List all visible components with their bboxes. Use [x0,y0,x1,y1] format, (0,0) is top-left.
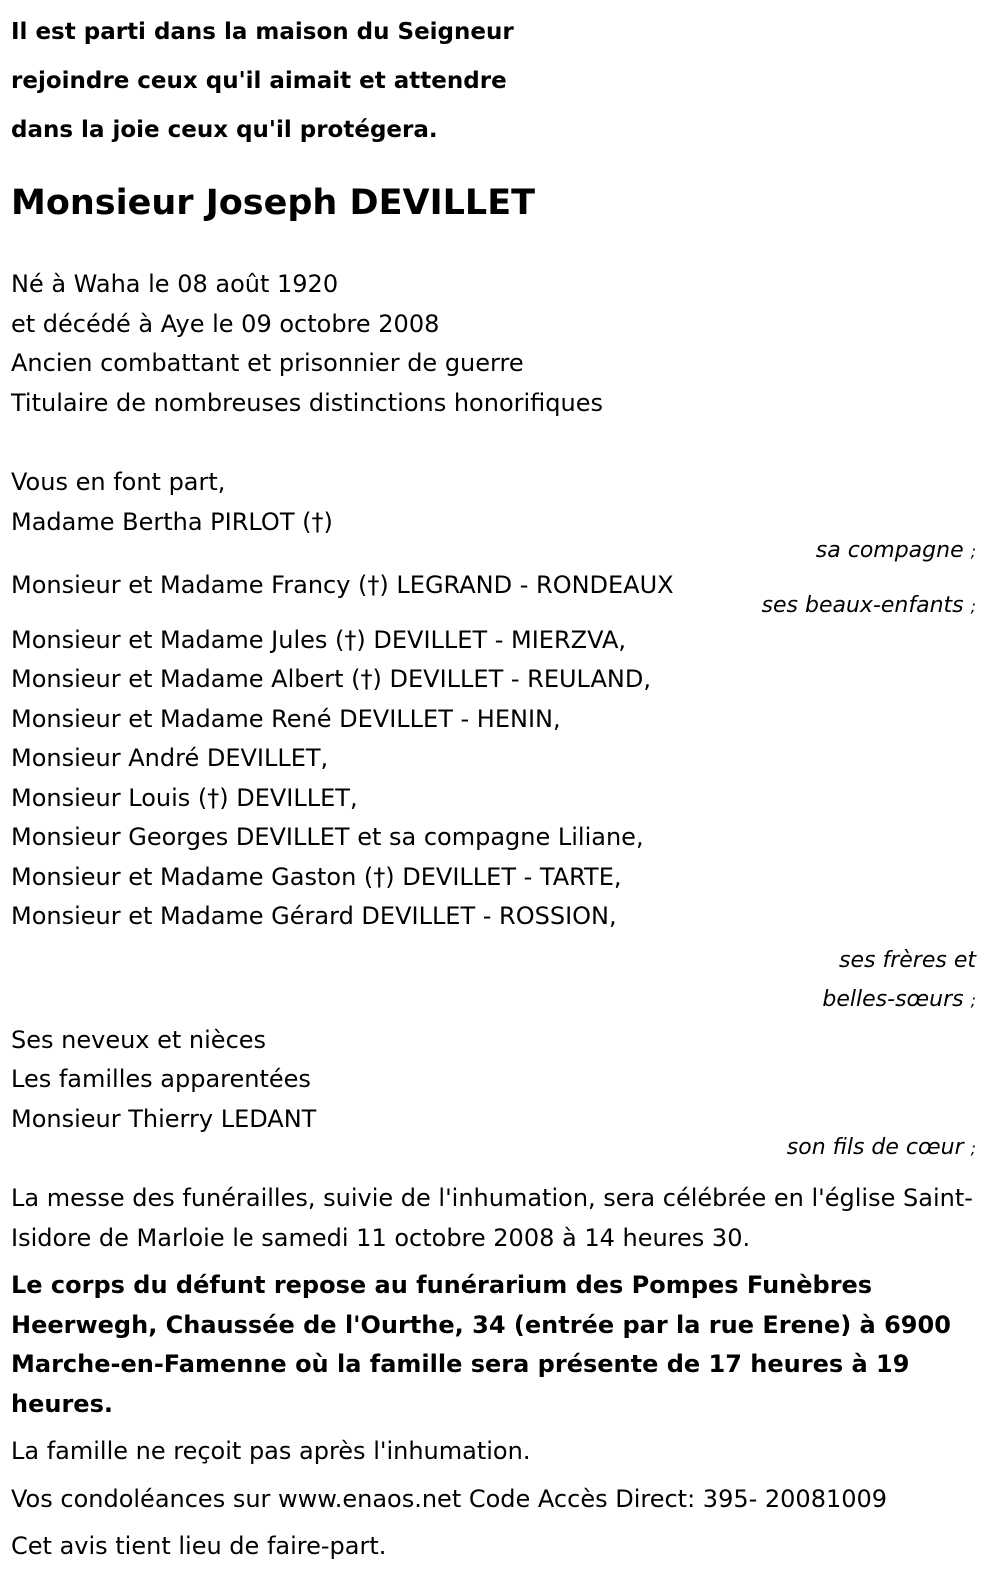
others-list [11,1021,976,1140]
sibling-line: Monsieur et Madame Gaston (†) DEVILLET - TARTE, [11,862,622,891]
intro-line: Il est parti dans la maison du Seigneur [11,19,514,45]
others-line: Les familles apparentées [11,1065,311,1093]
intro-verse [11,8,976,155]
intro-line: rejoindre ceux qu'il aimait et attendre [11,68,507,94]
mass-paragraph: La messe des funérailles, suivie de l'inhumation, sera célébrée en l'église Saint-Isidore de Marloie le samedi 11 octobre 2008 à 14 heures 30. [11,1184,973,1252]
sibling-line: Monsieur Louis (†) DEVILLET, [11,783,358,812]
notice-line: Cet avis tient lieu de faire-part. [11,1532,387,1560]
role-siblings [11,941,976,1021]
bio-block [11,265,976,423]
sibling-line: Monsieur Georges DEVILLET et sa compagne Liliane, [11,823,644,851]
role-label: sa compagne [815,538,964,563]
stepchildren-line: Monsieur et Madame Francy (†) LEGRAND - RONDEAUX [11,571,674,599]
others-line: Ses neveux et nièces [11,1025,267,1054]
no-reception-line: La famille ne reçoit pas après l'inhumation. [11,1437,531,1465]
bio-line: Ancien combattant et prisonnier de guerre [11,349,524,377]
role-separator: ; [970,1139,976,1158]
role-separator: ; [970,542,976,561]
sibling-line: Monsieur et Madame Gérard DEVILLET - ROSSION, [11,902,617,930]
announce-line: Vous en font part, [11,468,226,496]
funerarium-paragraph: Le corps du défunt repose au funérarium des Pompes Funèbres Heerwegh, Chaussée de l'Ourthe, 34 (entrée par la rue Erene) à 6900 Marche-en-Famenne où la famille sera présente de 17 heures à 19 heures. [11,1271,951,1418]
role-son [11,1136,976,1161]
bio-line: et décédé à Aye le 09 octobre 2008 [11,309,440,338]
siblings-list [11,621,976,937]
role-label: ses frères et [839,947,976,973]
condolences-line: Vos condoléances sur www.enaos.net Code Accès Direct: 395- 20081009 [11,1484,888,1513]
bio-line: Titulaire de nombreuses distinctions honorifiques [11,388,603,417]
sibling-line: Monsieur et Madame Albert (†) DEVILLET - REULAND, [11,665,651,693]
deceased-name: Monsieur Joseph DEVILLET [11,183,535,223]
sibling-line: Monsieur André DEVILLET, [11,744,329,772]
obituary-notice [11,0,976,1567]
sibling-line: Monsieur et Madame Jules (†) DEVILLET - MIERZVA, [11,625,627,654]
role-label: belles-sœurs [822,987,964,1012]
role-separator: ; [970,991,976,1010]
intro-line: dans la joie ceux qu'il protégera. [11,117,438,143]
companion-line: Madame Bertha PIRLOT (†) [11,507,333,536]
role-companion [11,539,976,564]
others-line: Monsieur Thierry LEDANT [11,1104,317,1133]
sibling-line: Monsieur et Madame René DEVILLET - HENIN, [11,704,561,733]
role-label: son fils de cœur [786,1135,964,1160]
bio-line: Né à Waha le 08 août 1920 [11,270,339,298]
role-separator: ; [970,596,976,616]
role-label: ses beaux-enfants [761,592,964,618]
family-block [11,463,976,542]
